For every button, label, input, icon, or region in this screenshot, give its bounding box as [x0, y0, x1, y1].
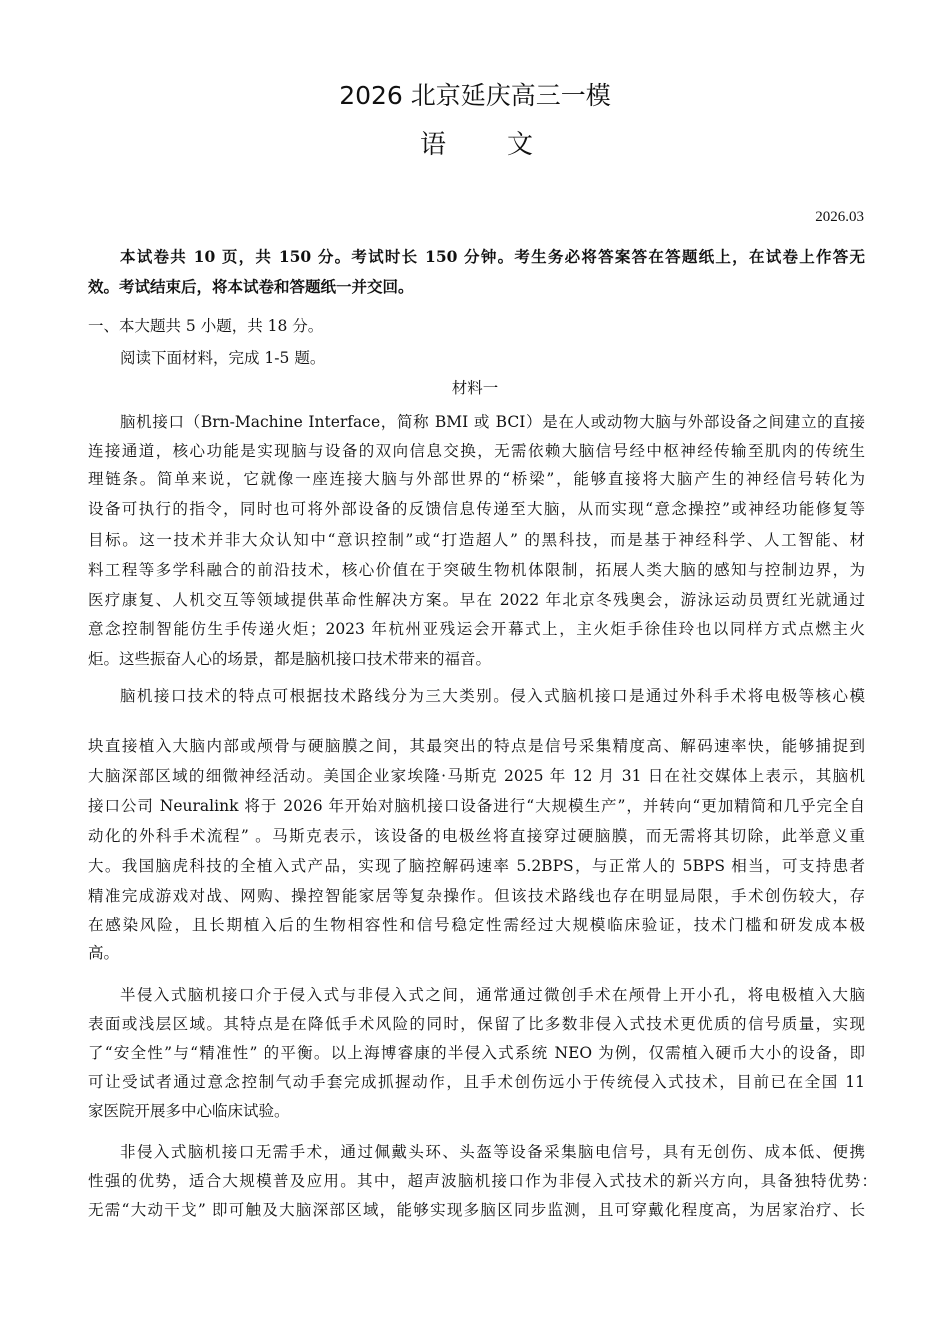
paragraph-2-line: 块直接植入大脑内部或颅骨与硬脑膜之间，其最突出的特点是信号采集精度高、解码速率快，能够捕捉到	[88, 737, 865, 755]
paragraph-1-line: 目标。这一技术并非大众认知中“意识控制”或“打造超人” 的黑科技，而是基于神经科学、人工智能、材	[88, 531, 865, 549]
paragraph-2-line: 脑机接口技术的特点可根据技术路线分为三大类别。侵入式脑机接口是通过外科手术将电极等核心模	[120, 687, 865, 705]
material-title: 材料一	[451, 379, 499, 397]
notice-line-2: 效。考试结束后，将本试卷和答题纸一并交回。	[88, 277, 414, 296]
subject-char-1: 语	[420, 130, 447, 160]
paragraph-1-line: 设备可执行的指令，同时也可将外部设备的反馈信息传递至大脑，从而实现“意念操控”或神经功能修复等	[88, 500, 865, 518]
section-heading: 一、本大题共 5 小题，共 18 分。	[88, 317, 324, 335]
paragraph-1-line: 脑机接口（Brn-Machine Interface，简称 BMI 或 BCI）是在人或动物大脑与外部设备之间建立的直接	[120, 413, 865, 431]
paragraph-1-line: 医疗康复、人机交互等领域提供革命性解决方案。早在 2022 年北京冬残奥会，游泳运动员贾红光就通过	[88, 591, 865, 609]
exam-date: 2026.03	[815, 209, 864, 225]
paragraph-2-line: 精准完成游戏对战、网购、操控智能家居等复杂操作。但该技术路线也存在明显局限，手术创伤较大，存	[88, 887, 865, 905]
paragraph-1-line: 连接通道，核心功能是实现脑与设备的双向信息交换，无需依赖大脑信号经中枢神经传输至肌肉的传统生	[88, 442, 865, 460]
instruction: 阅读下面材料，完成 1-5 题。	[120, 349, 326, 367]
paragraph-1-line: 理链条。简单来说，它就像一座连接大脑与外部世界的“桥梁”，能够直接将大脑产生的神经信号转化为	[88, 470, 865, 488]
paragraph-1-line: 炬。这些振奋人心的场景，都是脑机接口技术带来的福音。	[88, 650, 492, 668]
paragraph-2-line: 动化的外科手术流程” 。马斯克表示，该设备的电极丝将直接穿过硬脑膜，而无需将其切除，此举意义重	[88, 827, 865, 845]
paragraph-3-line: 半侵入式脑机接口介于侵入式与非侵入式之间，通常通过微创手术在颅骨上开小孔，将电极植入大脑	[120, 986, 865, 1004]
paragraph-2-line: 高。	[88, 944, 120, 962]
paragraph-2-line: 大脑深部区域的细微神经活动。美国企业家埃隆·马斯克 2025 年 12 月 31 日在社交媒体上表示，其脑机	[88, 767, 865, 785]
paragraph-3-line: 表面或浅层区域。其特点是在降低手术风险的同时，保留了比多数非侵入式技术更优质的信号质量，实现	[88, 1015, 865, 1033]
subject-char-2: 文	[507, 130, 534, 160]
paragraph-1-line: 料工程等多学科融合的前沿技术，核心价值在于突破生物机体限制，拓展人类大脑的感知与控制边界，为	[88, 561, 865, 579]
paragraph-1-line: 意念控制智能仿生手传递火炬；2023 年杭州亚残运会开幕式上，主火炬手徐佳玲也以同样方式点燃主火	[88, 620, 865, 638]
paragraph-2-line: 大。我国脑虎科技的全植入式产品，实现了脑控解码速率 5.2BPS，与正常人的 5BPS 相当，可支持患者	[88, 857, 865, 875]
document-title: 2026 北京延庆高三一模	[339, 81, 611, 110]
paragraph-3-line: 了“安全性”与“精准性” 的平衡。以上海博睿康的半侵入式系统 NEO 为例，仅需植入硬币大小的设备，即	[88, 1044, 865, 1062]
paragraph-3-line: 可让受试者通过意念控制气动手套完成抓握动作，且手术创伤远小于传统侵入式技术，目前已在全国 11	[88, 1073, 865, 1091]
paragraph-2-line: 接口公司 Neuralink 将于 2026 年开始对脑机接口设备进行“大规模生产”，并转向“更加精简和几乎完全自	[88, 797, 865, 815]
paragraph-4-line: 非侵入式脑机接口无需手术，通过佩戴头环、头盔等设备采集脑电信号，具有无创伤、成本低、便携	[120, 1143, 865, 1161]
notice-line-1: 本试卷共 10 页，共 150 分。考试时长 150 分钟。考生务必将答案答在答题纸上，在试卷上作答无	[120, 247, 865, 266]
paragraph-4-line: 性强的优势，适合大规模普及应用。其中，超声波脑机接口作为非侵入式技术的新兴方向，具备独特优势：	[88, 1172, 877, 1190]
paragraph-2-line: 在感染风险，且长期植入后的生物相容性和信号稳定性需经过大规模临床验证，技术门槛和研发成本极	[88, 916, 865, 934]
paragraph-3-line: 家医院开展多中心临床试验。	[88, 1102, 290, 1120]
paragraph-4-line: 无需“大动干戈” 即可触及大脑深部区域，能够实现多脑区同步监测，且可穿戴化程度高，为居家治疗、长	[88, 1201, 865, 1219]
